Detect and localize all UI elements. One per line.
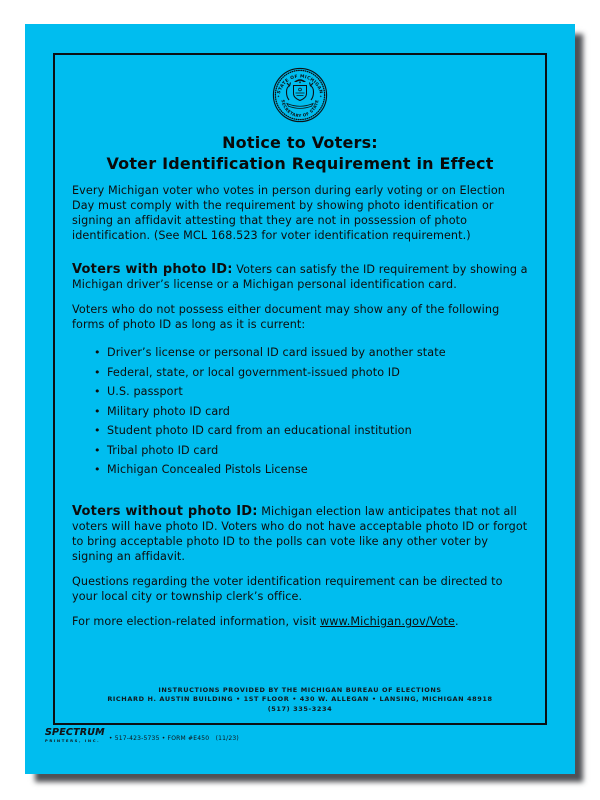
bullet-icon: • [94,346,101,359]
voters-with-id-heading: Voters with photo ID: [72,262,233,277]
list-item [72,345,528,360]
list-item-text: Federal, state, or local government-issued photo ID [107,365,400,379]
list-item [72,423,528,438]
michigan-secretary-of-state-seal-icon [272,67,328,123]
notice-title-line2: Voter Identification Requirement in Effect [106,154,494,173]
bullet-icon: • [94,443,101,457]
list-item-text: Michigan Concealed Pistols License [107,463,308,476]
more-info-prefix: For more election-related information, visit [72,615,320,628]
list-item [72,384,528,399]
list-item [72,462,528,477]
footer-line1: INSTRUCTIONS PROVIDED BY THE MICHIGAN BUREAU OF ELECTIONS [158,685,442,694]
bullet-icon: • [94,404,101,418]
voters-with-id-text: Voters can satisfy the ID requirement by showing a Michigan driver’s license or a Michigan personal identification card. [72,263,528,291]
printer-credit [45,728,239,742]
bullet-icon: • [94,365,101,379]
photo-id-list [72,345,528,477]
svg-text:STATE OF MICHIGAN: STATE OF MICHIGAN [276,74,324,95]
list-item-text: Tribal photo ID card [107,443,219,457]
bullet-icon: • [94,424,101,437]
more-info-suffix: . [455,615,459,628]
spectrum-logo-subtext: PRINTERS, INC. [45,737,101,743]
list-item-text: U.S. passport [107,385,183,398]
bullet-icon: • [94,463,101,476]
footer-line2: RICHARD H. AUSTIN BUILDING • 1ST FLOOR • 430 W. ALLEGAN • LANSING, MICHIGAN 48918 [107,695,493,703]
spectrum-printers-logo [45,728,105,742]
intro-paragraph: Every Michigan voter who votes in person during early voting or on Election Day must comply with the requirement by showing photo identification or signing an affidavit attesting that they are not in possession of photo identification. (See MCL 168.523 for voter identification requirement.) [72,184,505,242]
list-item [72,443,528,458]
svg-text:✦: ✦ [319,94,323,99]
voters-with-id-paragraph [72,262,528,292]
list-item-text: Military photo ID card [107,404,231,418]
more-info-paragraph [72,614,528,629]
list-item [72,365,528,380]
bureau-footer [55,686,545,715]
list-item [72,404,528,419]
voters-without-id-paragraph [72,504,528,564]
svg-text:✦: ✦ [277,94,280,99]
forms-intro-paragraph: Voters who do not possess either document may show any of the following forms of photo ID as long as it is current: [72,303,500,331]
voters-without-id-text: Michigan election law anticipates that not all voters will have photo ID. Voters who do not have acceptable photo ID or forgot to bring acceptable photo ID to the polls can vote like any other voter by signing an affidavit. [72,505,528,563]
questions-paragraph: Questions regarding the voter identification requirement can be directed to your local city or township clerk’s office. [72,575,503,603]
bullet-icon: • [94,385,101,398]
notice-content [55,55,545,629]
notice-border-frame [53,53,547,725]
printer-credit-text: • 517-423-5735 • FORM #E450 (11/23) [108,735,239,743]
spectrum-logo-text: SPECTRUM [45,727,105,738]
michigan-gov-vote-link[interactable]: www.Michigan.gov/Vote [319,615,456,628]
footer-line3: (517) 335-3234 [267,704,333,713]
notice-paper [25,24,575,774]
list-item-text: Driver’s license or personal ID card issued by another state [107,346,446,359]
voters-without-id-heading: Voters without photo ID: [72,504,258,519]
list-item-text: Student photo ID card from an educational institution [107,424,412,437]
notice-title-line1: Notice to Voters: [222,133,378,152]
svg-text:SECRETARY OF STATE: SECRETARY OF STATE [280,99,320,119]
